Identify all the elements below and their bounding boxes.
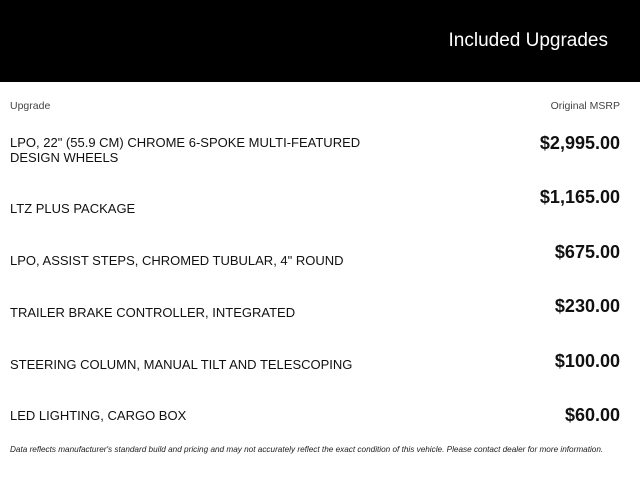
upgrade-name: LTZ PLUS PACKAGE (10, 201, 136, 216)
upgrade-row (0, 351, 640, 391)
upgrade-price: $100.00 (554, 351, 620, 371)
header-bar (0, 0, 640, 82)
upgrade-row (0, 405, 640, 445)
upgrade-row (0, 242, 640, 282)
upgrade-row (0, 296, 640, 336)
upgrade-row (0, 133, 640, 173)
upgrade-price: $60.00 (564, 405, 620, 425)
upgrade-price: $2,995.00 (539, 133, 620, 153)
upgrade-price: $230.00 (554, 296, 620, 316)
upgrade-name: STEERING COLUMN, MANUAL TILT AND TELESCOPING (10, 357, 353, 372)
upgrade-price: $1,165.00 (539, 187, 620, 207)
upgrade-column-header: Upgrade (10, 100, 51, 112)
upgrade-name: LPO, ASSIST STEPS, CHROMED TUBULAR, 4" ROUND (10, 253, 344, 268)
disclaimer-text: Data reflects manufacturer's standard build and pricing and may not accurately reflect the exact condition of this vehicle. Please contact dealer for more information. (10, 445, 604, 454)
page-title: Included Upgrades (448, 30, 608, 51)
upgrade-name: TRAILER BRAKE CONTROLLER, INTEGRATED (10, 305, 296, 320)
upgrade-row (0, 187, 640, 227)
upgrade-name: LED LIGHTING, CARGO BOX (10, 408, 187, 423)
upgrade-name: LPO, 22" (55.9 CM) CHROME 6-SPOKE MULTI-FEATURED DESIGN WHEELS (10, 135, 361, 165)
upgrade-price: $675.00 (554, 242, 620, 262)
msrp-column-header: Original MSRP (550, 100, 620, 112)
